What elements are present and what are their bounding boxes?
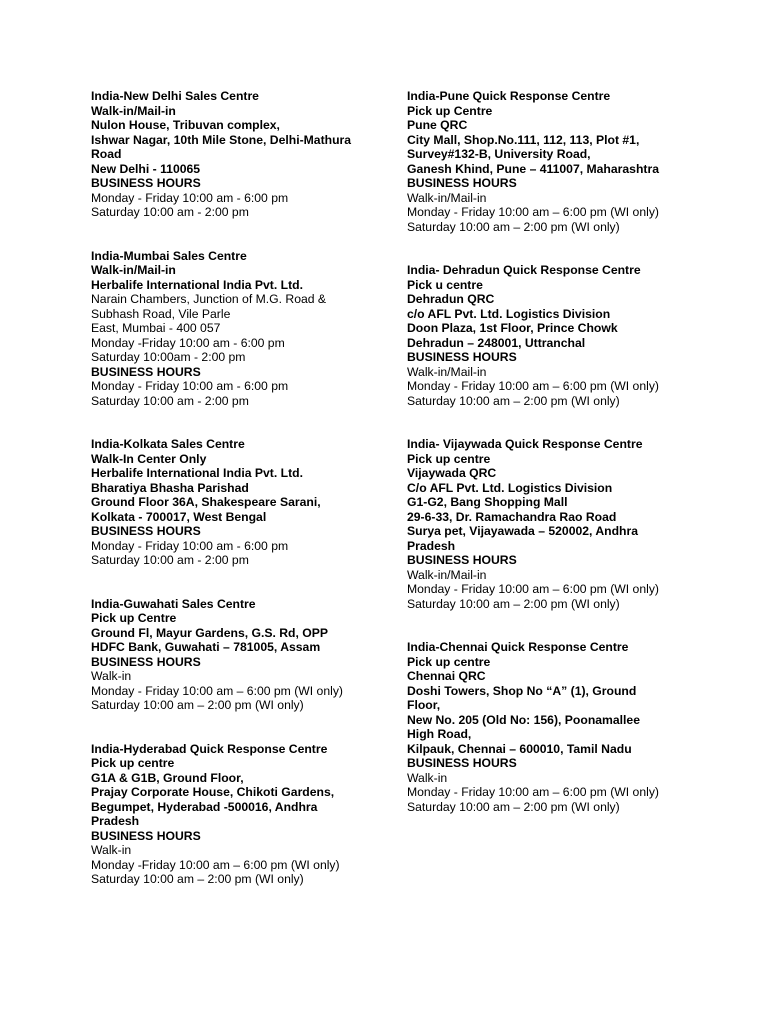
text-line: Dehradun QRC <box>407 292 495 306</box>
text-line: G1A & G1B, Ground Floor, <box>91 770 244 785</box>
text-line: Walk-in/Mail-in <box>407 567 487 582</box>
text-line: High Road, <box>407 727 472 741</box>
text-line: Saturday 10:00 am – 2:00 pm (WI only) <box>407 799 620 814</box>
business-hours-heading: BUSINESS HOURS <box>91 828 201 843</box>
text-line: Walk-in/Mail-in <box>407 364 487 379</box>
business-hours-heading: BUSINESS HOURS <box>91 364 201 379</box>
centre-title: India-Mumbai Sales Centre <box>91 248 247 263</box>
text-line: New Delhi - 110065 <box>91 161 201 176</box>
text-line: Doshi Towers, Shop No “A” (1), Ground <box>407 683 637 698</box>
business-hours-heading: BUSINESS HOURS <box>91 654 201 669</box>
text-line: Monday - Friday 10:00 am – 6:00 pm (WI only) <box>91 683 343 698</box>
text-line: Monday - Friday 10:00 am - 6:00 pm <box>91 190 289 205</box>
text-line: Chennai QRC <box>407 669 486 683</box>
text-line: Saturday 10:00 am - 2:00 pm <box>91 553 249 567</box>
text-line: C/o AFL Pvt. Ltd. Logistics Division <box>407 480 613 495</box>
text-line: New No. 205 (Old No: 156), Poonamallee <box>407 712 640 727</box>
text-line: Ganesh Khind, Pune – 411007, Maharashtra <box>407 161 659 176</box>
text-line: Survey#132-B, University Road, <box>407 147 591 161</box>
text-line: Pick up Centre <box>407 103 493 118</box>
text-line: Ground Fl, Mayur Gardens, G.S. Rd, OPP <box>91 625 329 640</box>
text-line: Saturday 10:00 am - 2:00 pm <box>91 393 249 408</box>
text-line: 29-6-33, Dr. Ramachandra Rao Road <box>407 509 617 524</box>
text-line: Herbalife International India Pvt. Ltd. <box>91 466 303 480</box>
text-line: Saturday 10:00 am – 2:00 pm (WI only) <box>407 219 620 234</box>
text-line: Saturday 10:00 am – 2:00 pm (WI only) <box>407 596 620 611</box>
centre-title: India-Chennai Quick Response Centre <box>407 640 629 654</box>
centre-block-india-kolkata-sales-centre <box>91 437 391 568</box>
text-line: Walk-In Center Only <box>91 451 207 466</box>
business-hours-heading: BUSINESS HOURS <box>407 350 517 364</box>
text-line: Pick up centre <box>91 756 175 770</box>
text-line: Monday - Friday 10:00 am – 6:00 pm (WI only) <box>407 582 659 596</box>
centre-title: India-Pune Quick Response Centre <box>407 89 611 103</box>
centre-title: India-Kolkata Sales Centre <box>91 437 245 451</box>
text-line: Ground Floor 36A, Shakespeare Sarani, <box>91 495 321 509</box>
text-line: Monday -Friday 10:00 am – 6:00 pm (WI only) <box>91 857 340 872</box>
business-hours-heading: BUSINESS HOURS <box>407 176 517 190</box>
text-line: Kilpauk, Chennai – 600010, Tamil Nadu <box>407 741 632 756</box>
text-line: Walk-in/Mail-in <box>407 190 487 205</box>
left-column <box>91 89 391 887</box>
centre-block-india-new-delhi-sales-centre <box>91 89 391 220</box>
text-line: Monday - Friday 10:00 am – 6:00 pm (WI only) <box>407 205 659 219</box>
centre-title: India-New Delhi Sales Centre <box>91 89 259 103</box>
text-line: c/o AFL Pvt. Ltd. Logistics Division <box>407 306 611 321</box>
centre-block-india-hyderabad-quick-response-centre <box>91 742 391 887</box>
text-line: Bharatiya Bhasha Parishad <box>91 480 249 495</box>
text-line: City Mall, Shop.No.111, 112, 113, Plot #1, <box>407 132 640 147</box>
text-line: HDFC Bank, Guwahati – 781005, Assam <box>91 640 321 654</box>
text-line: Narain Chambers, Junction of M.G. Road & <box>91 292 327 306</box>
text-line: Pradesh <box>407 538 456 553</box>
text-line: Pick u centre <box>407 277 483 292</box>
centre-block-india-mumbai-sales-centre <box>91 249 391 409</box>
text-line: Ishwar Nagar, 10th Mile Stone, Delhi-Mathura <box>91 132 352 147</box>
text-line: Prajay Corporate House, Chikoti Gardens, <box>91 785 335 799</box>
business-hours-heading: BUSINESS HOURS <box>91 176 201 190</box>
centre-block-india-pune-quick-response-centre <box>407 89 707 234</box>
business-hours-heading: BUSINESS HOURS <box>407 756 517 770</box>
text-line: Walk-in/Mail-in <box>91 103 176 118</box>
text-line: Walk-in/Mail-in <box>91 263 176 277</box>
text-line: Monday - Friday 10:00 am – 6:00 pm (WI only) <box>407 379 659 393</box>
text-line: Saturday 10:00 am – 2:00 pm (WI only) <box>91 698 304 712</box>
text-line: Walk-in <box>91 843 132 857</box>
text-line: Pick up centre <box>407 451 491 466</box>
text-line: Pradesh <box>91 814 140 828</box>
text-line: Saturday 10:00 am – 2:00 pm (WI only) <box>91 872 304 886</box>
text-line: Monday - Friday 10:00 am - 6:00 pm <box>91 538 289 553</box>
text-line: Monday - Friday 10:00 am – 6:00 pm (WI only) <box>407 785 659 799</box>
text-line: Saturday 10:00 am – 2:00 pm (WI only) <box>407 393 620 408</box>
text-line: Saturday 10:00am - 2:00 pm <box>91 350 246 364</box>
text-line: Subhash Road, Vile Parle <box>91 306 231 321</box>
text-line: Monday -Friday 10:00 am - 6:00 pm <box>91 335 285 350</box>
text-line: G1-G2, Bang Shopping Mall <box>407 495 568 509</box>
text-line: Floor, <box>407 698 441 712</box>
centre-block-india-chennai-quick-response-centre <box>407 640 707 814</box>
text-line: Surya pet, Vijayawada – 520002, Andhra <box>407 524 639 538</box>
text-line: Dehradun – 248001, Uttranchal <box>407 335 586 350</box>
text-line: Pick up centre <box>407 654 491 669</box>
text-line: Monday - Friday 10:00 am - 6:00 pm <box>91 379 289 393</box>
centre-title: India- Vijaywada Quick Response Centre <box>407 437 643 451</box>
text-line: Doon Plaza, 1st Floor, Prince Chowk <box>407 321 618 335</box>
text-line: Saturday 10:00 am - 2:00 pm <box>91 205 249 219</box>
text-line: Begumpet, Hyderabad -500016, Andhra <box>91 799 318 814</box>
centre-block-india-dehradun-quick-response-centre <box>407 263 707 408</box>
text-line: Herbalife International India Pvt. Ltd. <box>91 277 303 292</box>
centre-block-india-vijaywada-quick-response-centre <box>407 437 707 611</box>
text-line: Nulon House, Tribuvan complex, <box>91 118 280 132</box>
business-hours-heading: BUSINESS HOURS <box>91 524 201 538</box>
centre-title: India- Dehradun Quick Response Centre <box>407 263 641 277</box>
text-line: Pick up Centre <box>91 611 177 625</box>
centre-title: India-Hyderabad Quick Response Centre <box>91 741 328 756</box>
centre-block-india-guwahati-sales-centre <box>91 597 391 713</box>
text-line: Pune QRC <box>407 118 468 132</box>
text-line: Walk-in <box>407 770 448 785</box>
right-column <box>407 89 707 814</box>
text-line: Road <box>91 147 122 161</box>
text-line: East, Mumbai - 400 057 <box>91 321 221 335</box>
business-hours-heading: BUSINESS HOURS <box>407 553 517 567</box>
text-line: Kolkata - 700017, West Bengal <box>91 509 267 524</box>
text-line: Vijaywada QRC <box>407 466 497 480</box>
centre-title: India-Guwahati Sales Centre <box>91 596 256 611</box>
text-line: Walk-in <box>91 669 132 683</box>
